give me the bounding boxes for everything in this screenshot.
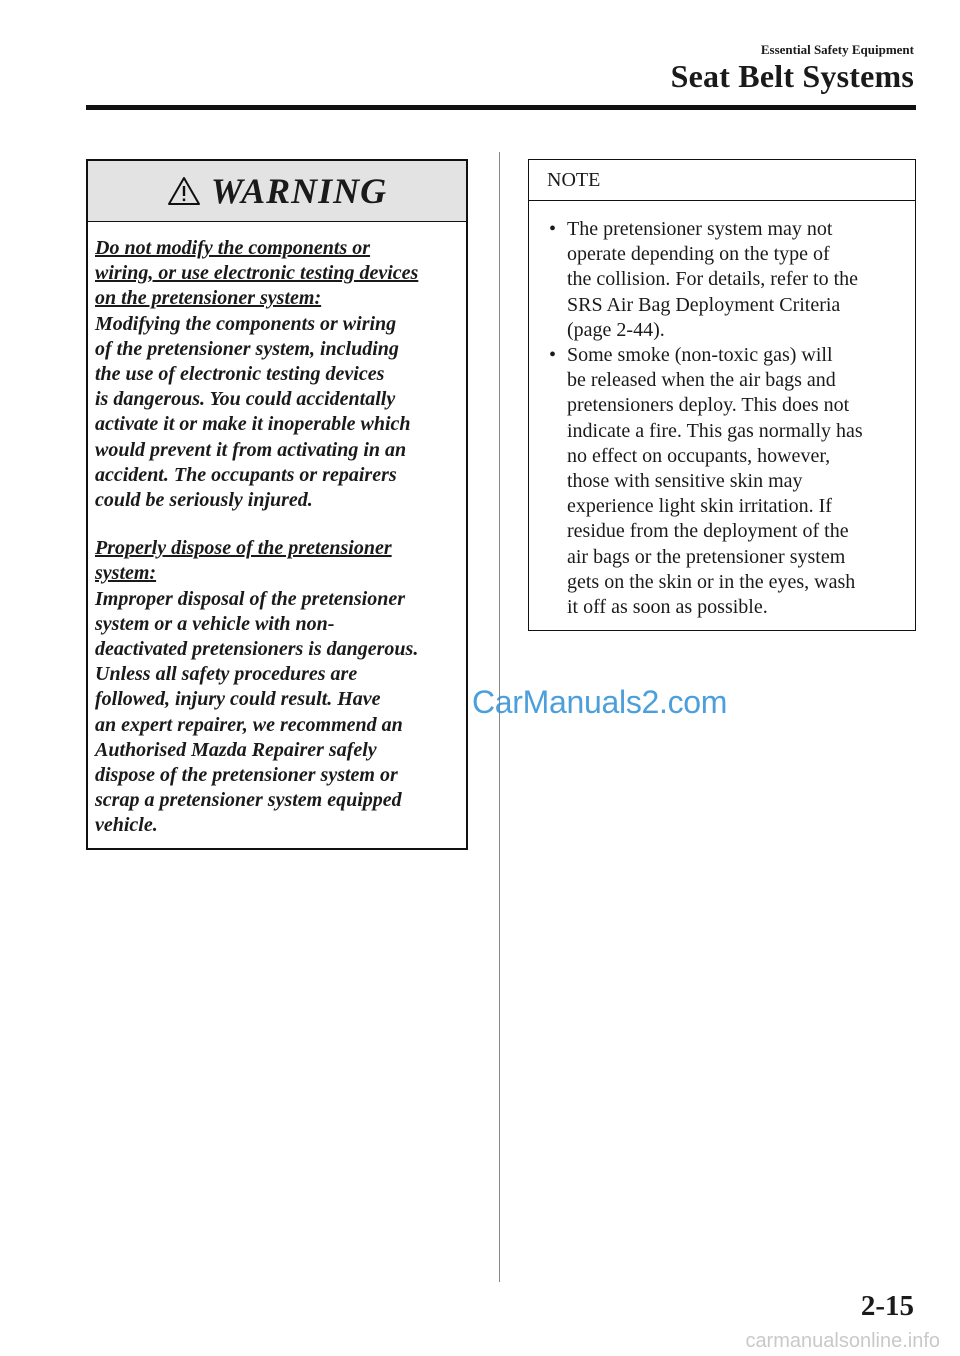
note-text-line: experience light skin irritation. If	[567, 495, 832, 518]
note-text-line: SRS Air Bag Deployment Criteria	[567, 293, 841, 316]
note-text-line: no effect on occupants, however,	[567, 444, 831, 467]
note-list-item	[547, 343, 903, 620]
page-number: 2-15	[860, 1290, 914, 1322]
watermark-link[interactable]: CarManuals2.com	[472, 684, 728, 720]
page-title: Seat Belt Systems	[670, 58, 914, 94]
note-text-line: Some smoke (non-toxic gas) will	[567, 344, 833, 367]
warning-body	[88, 222, 466, 839]
note-text-line: operate depending on the type of	[567, 243, 830, 266]
note-title: NOTE	[529, 160, 915, 201]
warning-heading-line: system:	[95, 562, 157, 585]
header-rule	[86, 105, 916, 110]
note-text-line: residue from the deployment of the	[567, 520, 849, 543]
note-text-line: (page 2-44).	[567, 318, 665, 341]
warning-text-line: vehicle.	[95, 814, 158, 837]
warning-box	[86, 159, 468, 850]
warning-heading-line: wiring, or use electronic testing devices	[95, 262, 419, 285]
warning-heading-line: on the pretensioner system:	[95, 287, 322, 310]
warning-text-line: system or a vehicle with non-	[95, 612, 335, 635]
warning-text-line: could be seriously injured.	[95, 489, 313, 512]
note-text-line: pretensioners deploy. This does not	[567, 394, 850, 417]
bullet-icon: •	[549, 344, 557, 367]
bullet-icon: •	[549, 218, 557, 240]
note-text-line: the collision. For details, refer to the	[567, 268, 859, 291]
note-text-line: be released when the air bags and	[567, 369, 836, 392]
warning-heading-line: Do not modify the components or	[95, 237, 371, 259]
note-text-line: indicate a fire. This gas normally has	[567, 419, 863, 442]
note-text-line: those with sensitive skin may	[567, 470, 803, 493]
note-text-line: air bags or the pretensioner system	[567, 545, 846, 568]
warning-text-line: accident. The occupants or repairers	[95, 463, 397, 486]
warning-text-line: of the pretensioner system, including	[95, 337, 399, 360]
note-text-line: it off as soon as possible.	[567, 596, 768, 619]
warning-text-line: dispose of the pretensioner system or	[95, 764, 398, 787]
warning-text-line: Authorised Mazda Repairer safely	[95, 738, 377, 761]
warning-title: WARNING	[210, 171, 388, 211]
warning-triangle-icon	[167, 176, 201, 206]
warning-heading-line: Properly dispose of the pretensioner	[95, 537, 392, 560]
note-text-line: gets on the skin or in the eyes, wash	[567, 570, 856, 593]
footer-watermark-link[interactable]: carmanualsonline.info	[745, 1330, 940, 1352]
note-body	[529, 201, 915, 620]
warning-text-line: followed, injury could result. Have	[95, 688, 381, 711]
note-list-item	[547, 217, 903, 343]
warning-text-line: scrap a pretensioner system equipped	[95, 789, 402, 812]
section-name: Essential Safety Equipment	[760, 42, 914, 57]
warning-text-line: is dangerous. You could accidentally	[95, 388, 396, 411]
paragraph-gap	[95, 513, 460, 536]
warning-text-line: would prevent it from activating in an	[95, 438, 407, 461]
warning-text-line: an expert repairer, we recommend an	[95, 713, 403, 736]
warning-text-line: Improper disposal of the pretensioner	[95, 587, 406, 610]
warning-text-line: deactivated pretensioners is dangerous.	[95, 638, 419, 661]
warning-header	[88, 161, 466, 222]
warning-text-line: Unless all safety procedures are	[95, 663, 358, 686]
note-text-line: The pretensioner system may not	[567, 218, 833, 240]
warning-text-line: the use of electronic testing devices	[95, 363, 385, 386]
note-box	[528, 159, 916, 631]
warning-text-line: Modifying the components or wiring	[95, 312, 397, 335]
warning-text-line: activate it or make it inoperable which	[95, 413, 411, 436]
